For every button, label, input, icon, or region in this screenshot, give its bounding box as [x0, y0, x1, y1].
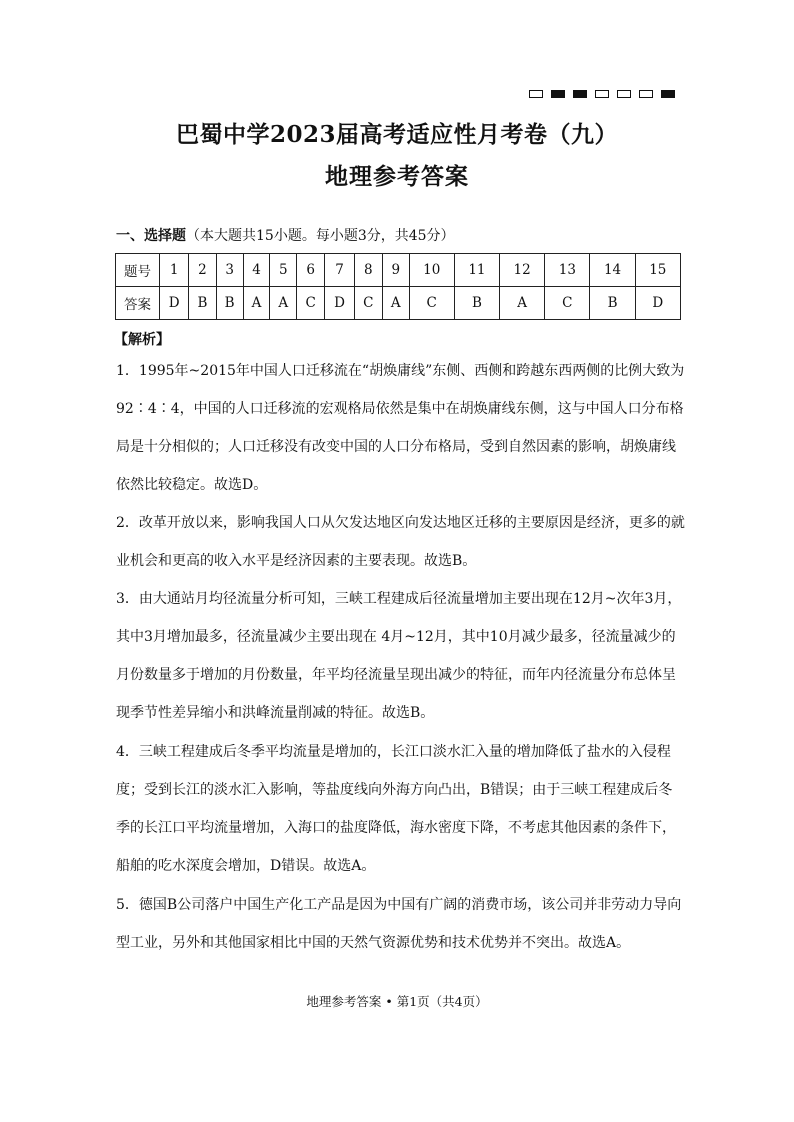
answer-cell: B: [454, 287, 499, 320]
row-label: 题号: [116, 254, 160, 287]
answer-cell: D: [635, 287, 680, 320]
item-text: 三峡工程建成后冬季平均流量是增加的，长江口淡水汇入量的增加降低了盐水的入侵程度；受到长江的淡水汇入影响，等盐度线向外海方向凸出，B错误；由于三峡工程建成后冬季的长江口平均流量增加，入海口的盐度降低，海水密度下降，不考虑其他因素的条件下，船舶的吃水深度会增加，D错误。故选A。: [116, 744, 676, 874]
answer-cell: B: [590, 287, 635, 320]
answer-table: [115, 253, 681, 320]
question-number-cell: 5: [270, 254, 297, 287]
question-number-cell: 15: [635, 254, 680, 287]
question-number-cell: 8: [354, 254, 382, 287]
question-number-cell: 11: [454, 254, 499, 287]
answer-cell: B: [216, 287, 243, 320]
analysis-item-5: [116, 886, 686, 962]
answer-cell: C: [297, 287, 325, 320]
analysis-item-2: [116, 504, 686, 580]
answer-cell: D: [160, 287, 189, 320]
answer-cell: A: [243, 287, 270, 320]
square-mark-icon: [639, 90, 653, 98]
question-number-cell: 10: [409, 254, 454, 287]
question-number-cell: 3: [216, 254, 243, 287]
answer-cell: A: [500, 287, 545, 320]
item-number: 1．: [116, 363, 139, 379]
question-number-cell: 1: [160, 254, 189, 287]
square-mark-icon: [617, 90, 631, 98]
question-number-cell: 2: [189, 254, 216, 287]
filled-square-mark-icon: [551, 90, 565, 98]
question-number-cell: 6: [297, 254, 325, 287]
document-subtitle: 地理参考答案: [325, 163, 469, 190]
item-text: 德国B公司落户中国生产化工产品是因为中国有广阔的消费市场，该公司并非劳动力导向型工业，另外和其他国家相比中国的天然气资源优势和技术优势并不突出。故选A。: [116, 897, 682, 951]
analysis-item-4: [116, 733, 686, 885]
section-title: 一、选择题: [116, 228, 186, 244]
question-number-cell: 9: [382, 254, 409, 287]
square-mark-icon: [595, 90, 609, 98]
answer-row: [116, 287, 681, 320]
analysis-item-1: [116, 352, 686, 504]
item-text: 由大通站月均径流量分析可知，三峡工程建成后径流量增加主要出现在12月~次年3月，其中3月增加最多，径流量减少主要出现在 4月~12月，其中10月减少最多，径流量减少的月份数量多于增加的月份数量，年平均径流量呈现出减少的特征，而年内径流量分布总体呈现季节性差异缩小和洪峰流量削减的特征。故选B。: [116, 591, 682, 721]
item-number: 5．: [116, 897, 139, 913]
analysis-item-3: [116, 580, 686, 732]
answer-cell: C: [354, 287, 382, 320]
barcode-marks: [529, 90, 675, 98]
answer-cell: C: [545, 287, 590, 320]
question-number-cell: 12: [500, 254, 545, 287]
filled-square-mark-icon: [661, 90, 675, 98]
page-footer: 地理参考答案 • 第1页（共4页）: [306, 994, 488, 1009]
question-number-row: [116, 254, 681, 287]
square-mark-icon: [529, 90, 543, 98]
filled-square-mark-icon: [573, 90, 587, 98]
item-text: 改革开放以来，影响我国人口从欠发达地区向发达地区迁移的主要原因是经济，更多的就业机会和更高的收入水平是经济因素的主要表现。故选B。: [116, 515, 685, 569]
question-number-cell: 7: [325, 254, 354, 287]
answer-cell: A: [382, 287, 409, 320]
document-title: 巴蜀中学2023届高考适应性月考卷（九）: [175, 121, 618, 148]
analysis-label: 【解析】: [114, 332, 170, 348]
item-text: 1995年~2015年中国人口迁移流在“胡焕庸线”东侧、西侧和跨越东西两侧的比例大致为92∶4∶4，中国的人口迁移流的宏观格局依然是集中在胡焕庸线东侧，这与中国人口分布格局是十分相似的；人口迁移没有改变中国的人口分布格局，受到自然因素的影响，胡焕庸线依然比较稳定。故选D。: [116, 363, 685, 493]
section-note: （本大题共15小题。每小题3分，共45分）: [186, 228, 455, 244]
row-label: 答案: [116, 287, 160, 320]
answer-cell: A: [270, 287, 297, 320]
question-number-cell: 13: [545, 254, 590, 287]
question-number-cell: 14: [590, 254, 635, 287]
question-number-cell: 4: [243, 254, 270, 287]
item-number: 2．: [116, 515, 139, 531]
section-heading: [116, 225, 455, 245]
item-number: 4．: [116, 744, 139, 760]
answer-cell: B: [189, 287, 216, 320]
answer-cell: C: [409, 287, 454, 320]
item-number: 3．: [116, 591, 139, 607]
answer-cell: D: [325, 287, 354, 320]
